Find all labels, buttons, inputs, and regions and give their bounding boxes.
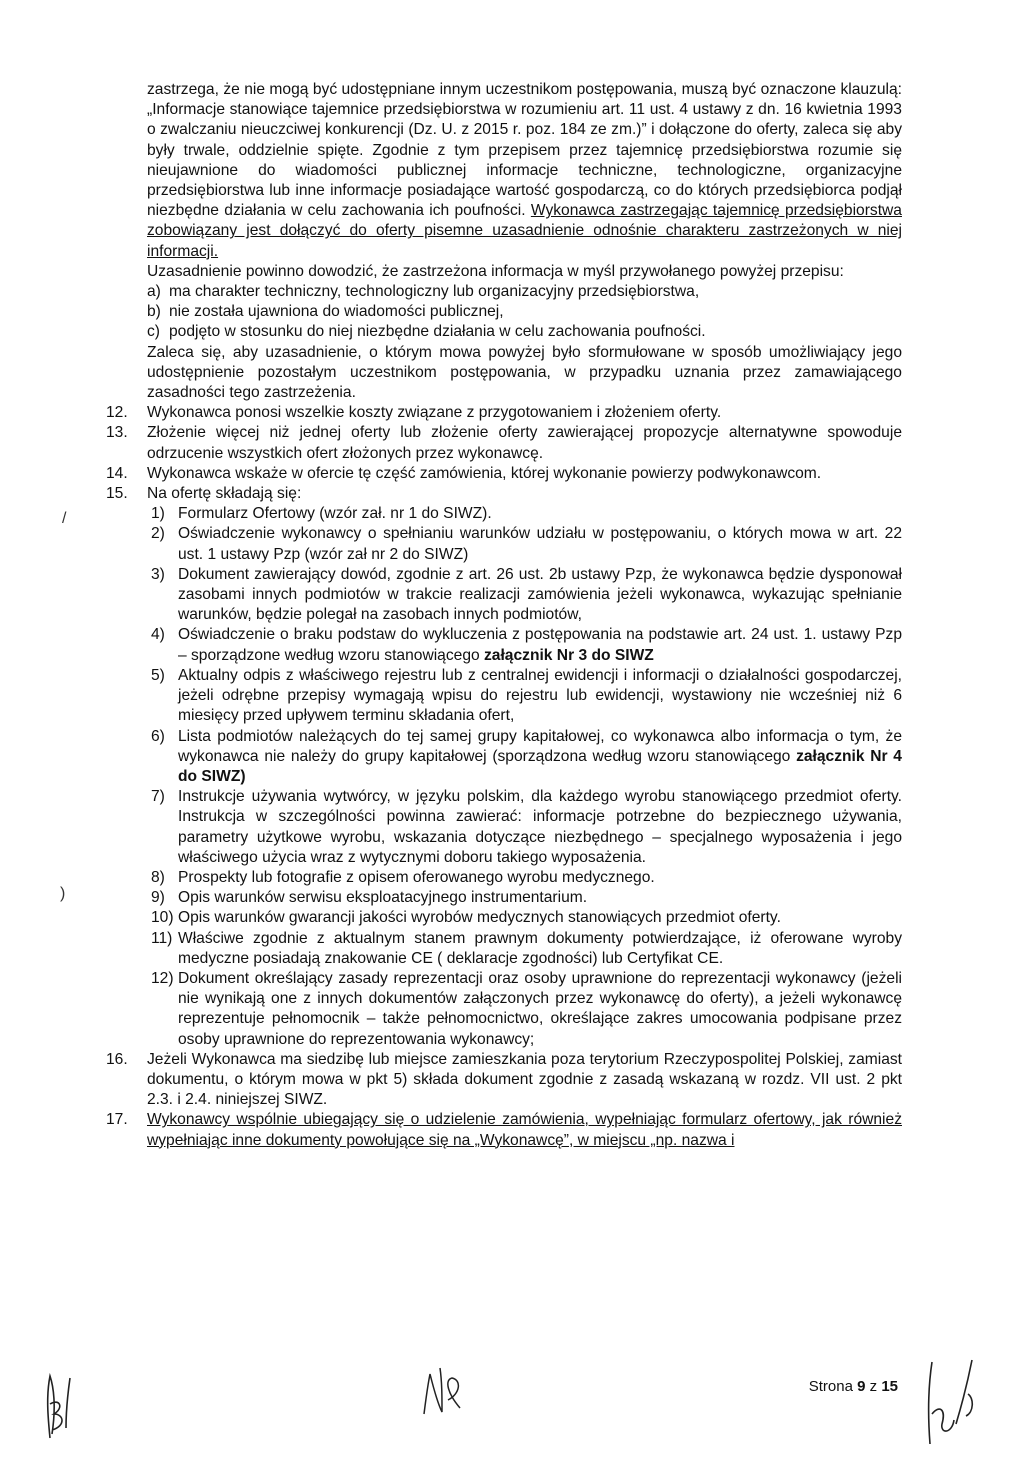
page-total: 15 [881, 1378, 898, 1395]
page-footer: Strona 9 z 15 [808, 1378, 898, 1395]
sub-item-10: 10) Opis warunków gwarancji jakości wyrobów medycznych stanowiących przedmiot oferty. [151, 909, 781, 927]
sub-item-8: 8) Prospekty lub fotografie z opisem oferowanego wyrobu medycznego. [151, 868, 655, 886]
intro-paragraph: zastrzega, że nie mogą być udostępniane innym uczestnikom postępowania, muszą być oznaczone klauzulą: „Informacje stanowiące tajemnice przedsiębiorstwa w rozumieniu art. 11 ust. 4 ustawy z dn. 16 kwietnia 1993 o zwalczaniu nieuczciwej konkurencji (Dz. U. z 2015 r. poz. 184 ze zm.)” i dołączone do oferty, zaleca się aby były trwale, oddzielnie spięte. Zgodnie z tym przepisem przez tajemnicę przedsiębiorstwa rozumie się nieujawnione do wiadomości publicznej informacje techniczne, technologiczne, organizacyjne przedsiębiorstwa lub inne informacje posiadające wartość gospodarczą, co do których przedsiębiorca podjął niezbędne działania w celu zachowania ich poufności. Wykonawca zastrzegając tajemnicę przedsiębiorstwa zobowiązany jest dołączyć do oferty pisemne uzasadnienie odnośnie charakteru zastrzeżonych w niej informacji. [147, 81, 902, 260]
list-item: b) nie została ujawniona do wiadomości publicznej, [147, 303, 504, 321]
list-item: c) podjęto w stosunku do niej niezbędne działania w celu zachowania poufności. [147, 323, 706, 341]
numbered-item-17: 17. Wykonawcy wspólnie ubiegający się o udzielenie zamówienia, wypełniając formularz ofertowy, jak również wypełniając inne dokumenty powołujące się na „Wykonawcę”, w miejscu „np. nazwa i [106, 1111, 902, 1149]
numbered-item-14: 14. Wykonawca wskaże w ofercie tę część zamówienia, której wykonanie powierzy podwykonawcom. [106, 464, 822, 482]
numbered-item-13: 13. Złożenie więcej niż jednej oferty lub złożenie oferty zawierającej propozycje alternatywne spowoduje odrzucenie wszystkich ofert złożonych przez wykonawcę. [106, 424, 902, 462]
sub-item-11: 11) Właściwe zgodnie z aktualnym stanem prawnym dokumenty potwierdzające, iż oferowane wyroby medyczne posiadają znakowanie CE ( deklaracje zgodności) lub Certyfikat CE. [151, 929, 902, 967]
handwritten-initials-left [40, 1368, 80, 1444]
list-item: a) ma charakter techniczny, technologiczny lub organizacyjny przedsiębiorstwa, [147, 283, 700, 301]
document-body [106, 80, 902, 1151]
sub-item-6: 6) Lista podmiotów należących do tej samej grupy kapitałowej, co wykonawca albo informacja o tym, że wykonawca nie należy do grupy kapitałowej (sporządzona według wzoru stanowiącego załącznik Nr 4 do SIWZ) [151, 727, 902, 785]
margin-mark: ) [60, 885, 66, 902]
sub-item-4: 4) Oświadczenie o braku podstaw do wykluczenia z postępowania na podstawie art. 24 ust. 1. ustawy Pzp – sporządzone według wzoru stanowiącego załącznik Nr 3 do SIWZ [151, 626, 902, 664]
sub-item-1: 1) Formularz Ofertowy (wzór zał. nr 1 do SIWZ). [151, 505, 492, 523]
sub-item-7: 7) Instrukcje używania wytwórcy, w języku polskim, dla każdego wyrobu stanowiącego przedmiot oferty. Instrukcja w szczególności powinna zawierać: informacje potrzebne do bezpiecznego używania, parametry użytkowe wyrobu, wskazania dotyczące niezbędnego – specjalnego wyposażenia i jego właściwego użycia wraz z wytycznymi doboru takiego wyposażenia. [151, 788, 902, 866]
handwritten-initials-center [420, 1364, 466, 1420]
sub-item-3: 3) Dokument zawierający dowód, zgodnie z art. 26 ust. 2b ustawy Pzp, że wykonawca będzie dysponował zasobami innych podmiotów w trakcie realizacji zamówienia jeżeli wykonawca, wykazując spełnianie warunków, będzie polegał na zasobach innych podmiotów, [151, 565, 902, 624]
page-number: 9 [857, 1378, 866, 1395]
sub-item-12: 12) Dokument określający zasady reprezentacji oraz osoby uprawnione do reprezentacji wykonawcy (jeżeli nie wynikają one z innych dokumentów załączonych przez wykonawcę do oferty), a jeżeli wykonawcę reprezentuje pełnomocnik – także pełnomocnictwo, określające zakres umocowania podpisane przez osoby uprawnione do reprezentowania wykonawcy; [151, 969, 902, 1048]
sub-item-2: 2) Oświadczenie wykonawcy o spełnianiu warunków udziału w postępowaniu, o których mowa w art. 22 ust. 1 ustawy Pzp (wzór zał nr 2 do SIWZ) [151, 525, 902, 563]
margin-mark: / [62, 510, 67, 527]
attachment-reference: załącznik Nr 4 do SIWZ) [178, 747, 902, 785]
underlined-sentence: Wykonawca zastrzegając tajemnicę przedsiębiorstwa zobowiązany jest dołączyć do oferty pisemne uzasadnienie odnośnie charakteru zastrzeżonych w niej informacji. [147, 202, 902, 260]
sub-item-9: 9) Opis warunków serwisu eksploatacyjnego instrumentarium. [151, 889, 588, 907]
handwritten-initials-right [922, 1354, 980, 1450]
justification-paragraph: Uzasadnienie powinno dowodzić, że zastrzeżona informacja w myśl przywołanego powyżej przepisu: [147, 262, 844, 280]
sub-item-5: 5) Aktualny odpis z właściwego rejestru lub z centralnej ewidencji i informacji o działalności gospodarczej, jeżeli odrębne przepisy wymagają wpisu do rejestru lub ewidencji, wystawiony nie wcześniej niż 6 miesięcy przed upływem terminu składania ofert, [151, 666, 902, 725]
recommendation-paragraph: Zaleca się, aby uzasadnienie, o którym mowa powyżej było sformułowane w sposób umożliwiający jego udostępnienie pozostałym uczestnikom postępowania, w przypadku uznania przez zamawiającego zasadności tego zastrzeżenia. [147, 343, 902, 402]
numbered-item-15: 15. Na ofertę składają się: [106, 485, 302, 503]
numbered-item-12: 12. Wykonawca ponosi wszelkie koszty związane z przygotowaniem i złożeniem oferty. [106, 404, 722, 422]
numbered-item-16: 16. Jeżeli Wykonawca ma siedzibę lub miejsce zamieszkania poza terytorium Rzeczypospolitej Polskiej, zamiast dokumentu, o którym mowa w pkt 5) składa dokument zgodnie z zasadą wskazaną w rozdz. VII ust. 2 pkt 2.3. i 2.4. niniejszej SIWZ. [106, 1050, 902, 1109]
attachment-reference: załącznik Nr 3 do SIWZ [484, 646, 654, 664]
